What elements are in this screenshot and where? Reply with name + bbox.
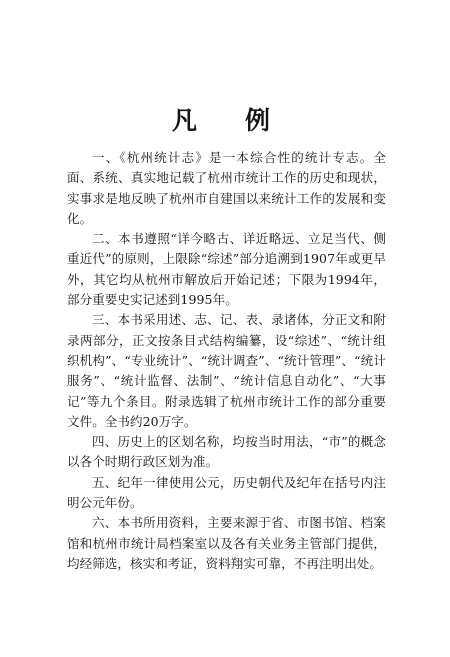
paragraph-3: 三、本书采用述、志、记、表、录诸体，分正文和附录两部分，正文按条目式结构编纂，设“综述”、“统计组织机构”、“专业统计”、“统计调查”、“统计管理”、“统计服务”、“统计监督、法制”、“统计信息自动化”、“大事记”等九个条目。附录选辑了杭州市统计工作的部分重要文件。全书约20万字。	[67, 312, 386, 429]
document-body	[67, 148, 386, 574]
paragraph-5: 五、纪年一律使用公元，历史朝代及纪年在括号内注明公元年份。	[67, 474, 386, 511]
paragraph-6: 六、本书所用资料，主要来源于省、市图书馆、档案馆和杭州市统计局档案室以及各有关业务主管部门提供，均经筛选，核实和考证，资料翔实可靠，不再注明出处。	[67, 515, 386, 571]
page-title: 凡例	[171, 106, 318, 135]
paragraph-2: 二、本书遵照“详今略古、详近略远、立足当代、侧重近代”的原则，上限除“综述”部分追溯到1907年或更早外，其它均从杭州市解放后开始记述；下限为1994年，部分重要史实记述到1995年。	[67, 231, 386, 308]
paragraph-1: 一、《杭州统计志》是一本综合性的统计专志。全面、系统、真实地记载了杭州市统计工作的历史和现状，实事求是地反映了杭州市自建国以来统计工作的发展和变化。	[67, 150, 386, 226]
paragraph-4: 四、历史上的区划名称，均按当时用法，“市”的概念以各个时期行政区划为准。	[67, 434, 386, 470]
